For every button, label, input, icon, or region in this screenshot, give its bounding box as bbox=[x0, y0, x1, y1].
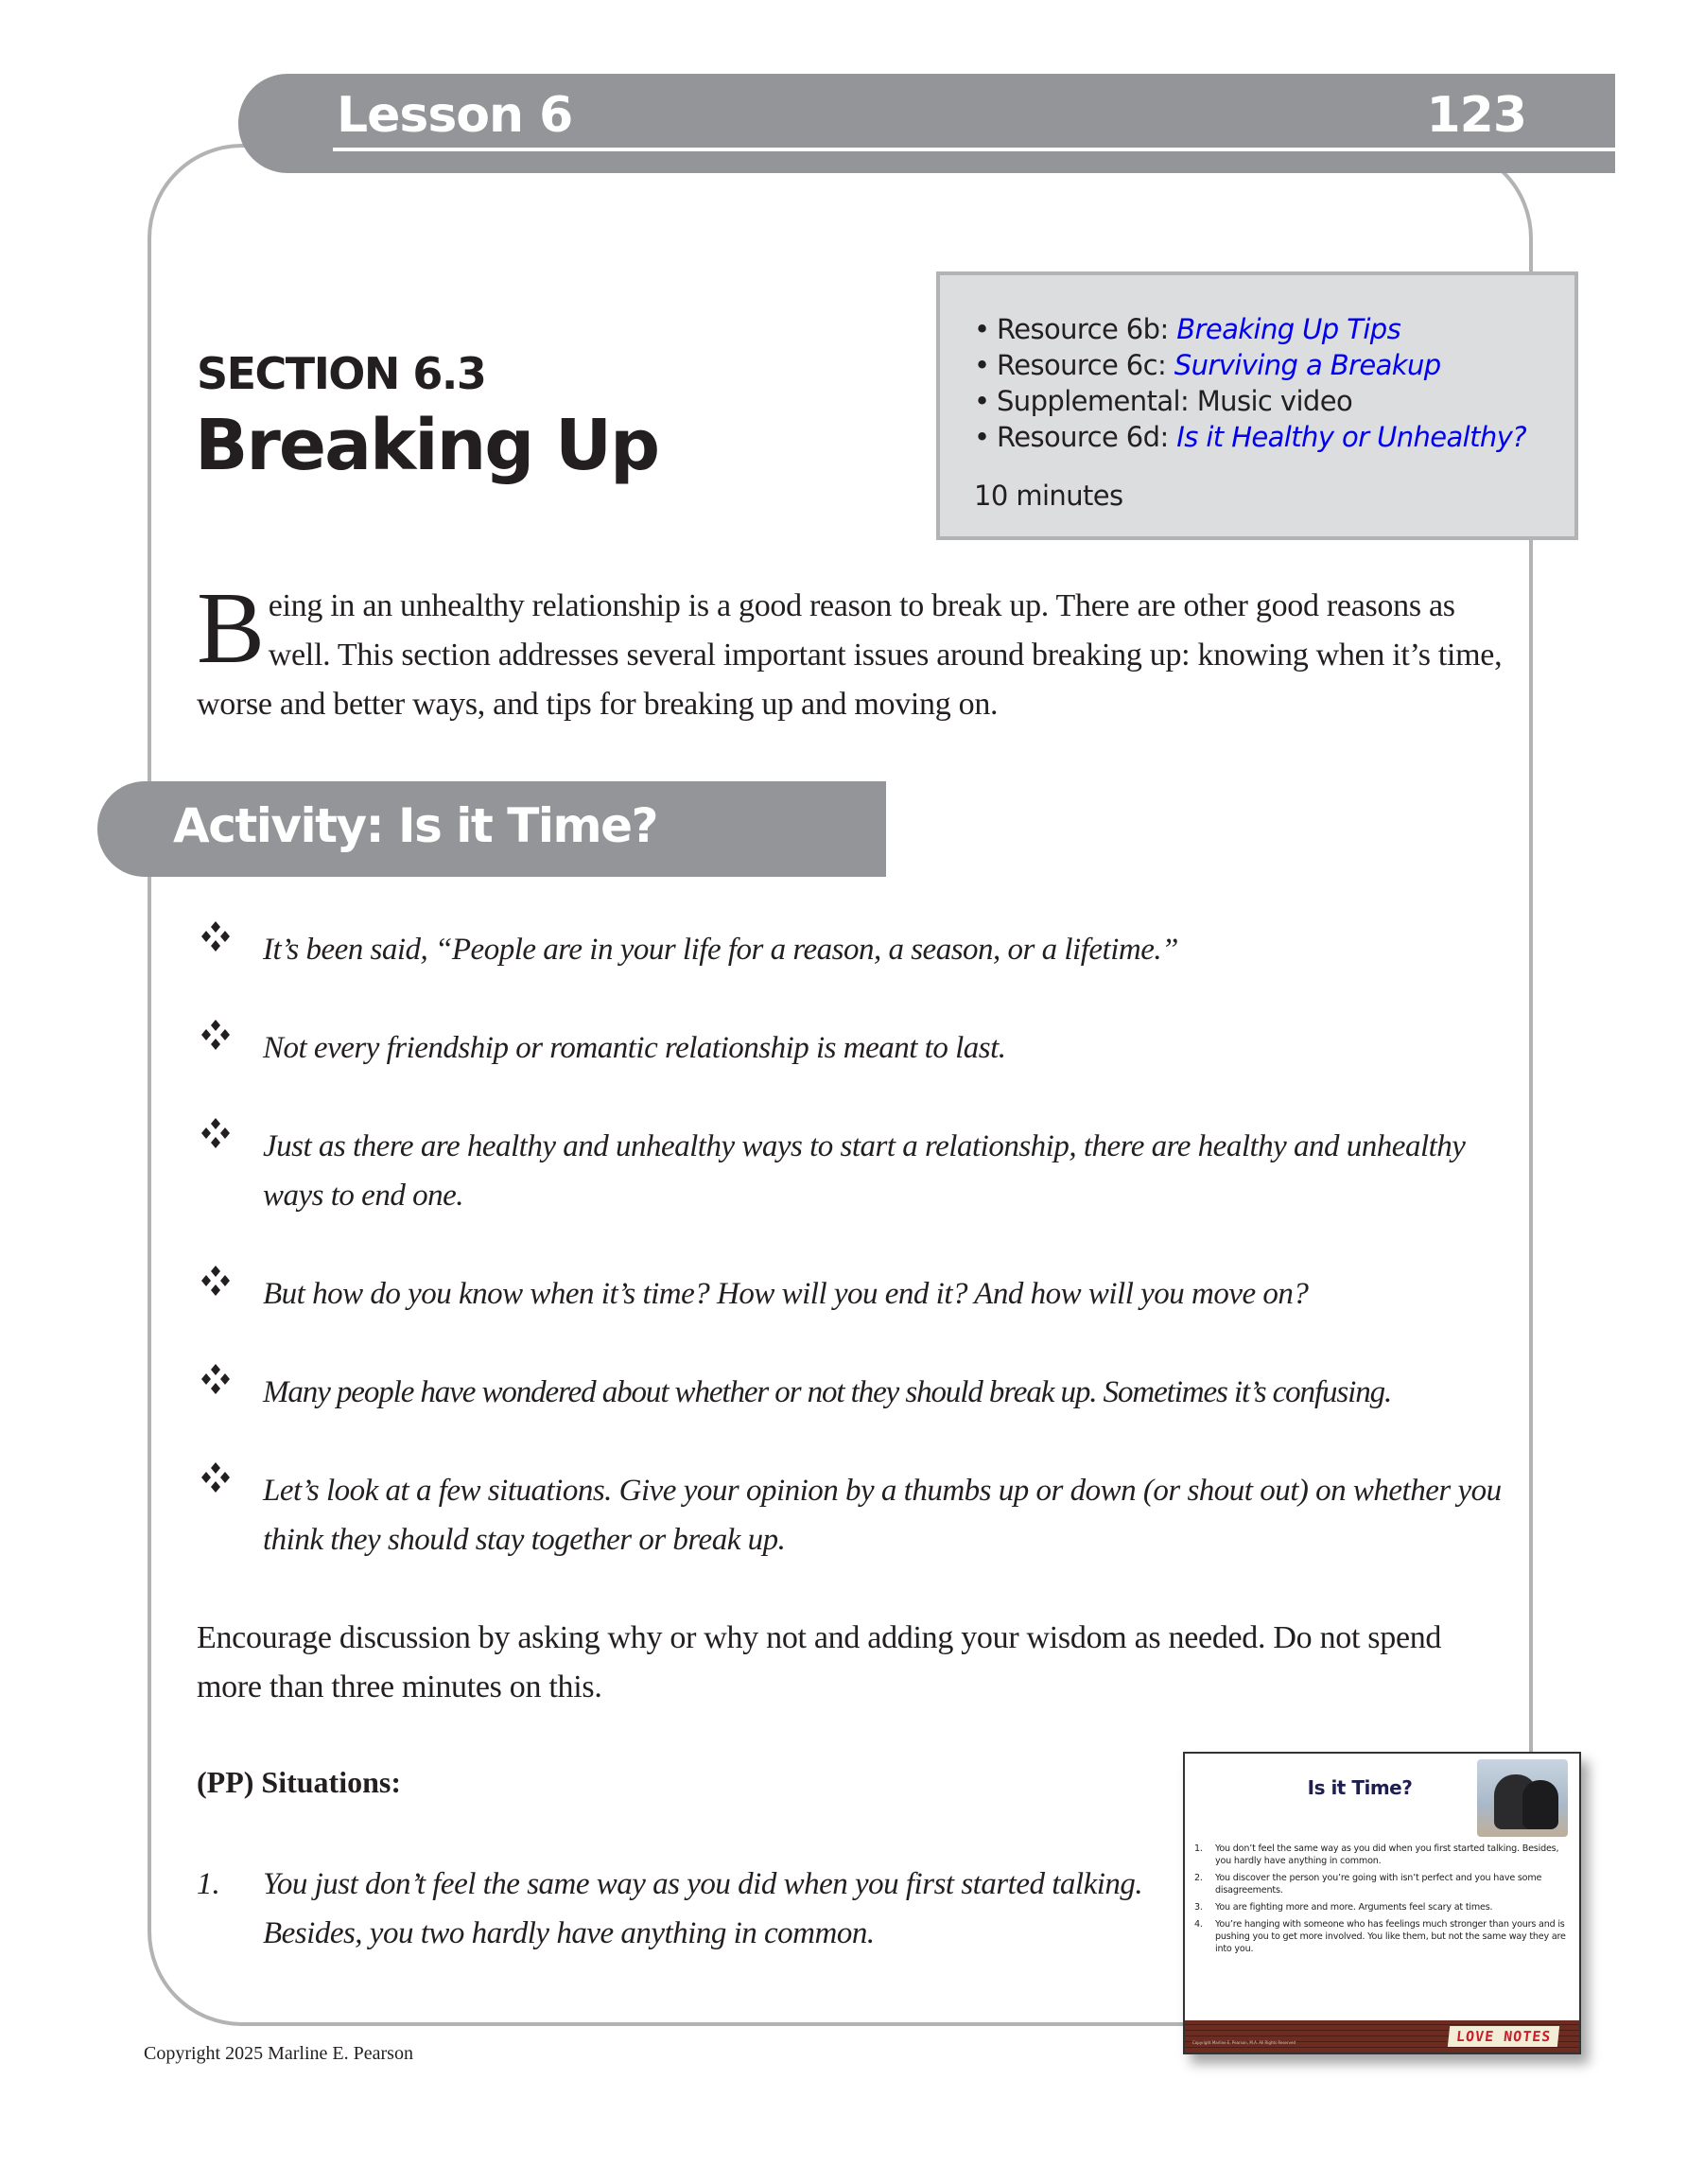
situation-text: You just don’t feel the same way as you did when you first started talking. Besides, you two hardly have anything in common. bbox=[263, 1867, 1143, 1950]
bullet-dot-icon: • bbox=[974, 385, 990, 417]
resource-link-surviving-a-breakup[interactable]: Surviving a Breakup bbox=[1174, 349, 1441, 381]
resource-item: • Resource 6d: Is it Healthy or Unhealthy? bbox=[974, 421, 1527, 453]
header-divider bbox=[333, 148, 1615, 151]
resource-link-healthy-or-unhealthy[interactable]: Is it Healthy or Unhealthy? bbox=[1176, 421, 1527, 453]
activity-title: Activity: Is it Time? bbox=[173, 798, 657, 853]
resource-item: • Supplemental: Music video bbox=[974, 385, 1353, 417]
activity-banner bbox=[97, 781, 886, 877]
resource-item: • Resource 6b: Breaking Up Tips bbox=[974, 313, 1401, 345]
powerpoint-slide-thumbnail bbox=[1183, 1752, 1581, 2054]
page-number: 123 bbox=[1426, 87, 1526, 144]
bullet-dot-icon: • bbox=[974, 313, 990, 345]
section-number: SECTION 6.3 bbox=[197, 348, 486, 399]
diamond-cluster-icon bbox=[199, 1362, 233, 1396]
slide-list-item: 3. You are fighting more and more. Arguments feel scary at times. bbox=[1194, 1902, 1493, 1913]
slide-list-item: 4. You’re hanging with someone who has feelings much stronger than yours and is pushing you to get more involved. You like them, but not the same way they are into you. bbox=[1194, 1919, 1566, 1954]
slide-list-item: 2. You discover the person you’re going with isn’t perfect and you have some disagreements. bbox=[1194, 1873, 1542, 1896]
page-title: Breaking Up bbox=[195, 405, 659, 486]
bullet-dot-icon: • bbox=[974, 349, 990, 381]
diamond-cluster-icon bbox=[199, 1460, 233, 1494]
slide-copyright: Copyright Marline E. Pearson, M.A. All Rights Reserved bbox=[1192, 2040, 1296, 2045]
diamond-cluster-icon bbox=[199, 1116, 233, 1150]
page-footer-copyright: Copyright 2025 Marline E. Pearson bbox=[144, 2043, 413, 2064]
resource-box bbox=[936, 271, 1578, 540]
situation-number: 1. bbox=[197, 1867, 220, 1901]
drop-cap: B bbox=[197, 572, 265, 685]
resource-link-breaking-up-tips[interactable]: Breaking Up Tips bbox=[1176, 313, 1401, 345]
resource-item: • Resource 6c: Surviving a Breakup bbox=[974, 349, 1441, 381]
bullet-dot-icon: • bbox=[974, 421, 990, 453]
lesson-label: Lesson 6 bbox=[337, 87, 573, 144]
instruction-paragraph: Encourage discussion by asking why or why not and adding your wisdom as needed. Do not spend more than three minutes on this. bbox=[197, 1620, 1442, 1704]
duration-label: 10 minutes bbox=[974, 480, 1123, 512]
resource-list bbox=[974, 311, 1526, 455]
pp-situations-heading: (PP) Situations: bbox=[197, 1765, 401, 1799]
slide-brick-footer bbox=[1185, 2020, 1579, 2053]
diamond-cluster-icon bbox=[199, 1264, 233, 1298]
diamond-cluster-icon bbox=[199, 1018, 233, 1052]
love-notes-logo: LOVE NOTES bbox=[1448, 2026, 1560, 2047]
slide-list-item: 1. You don’t feel the same way as you did when you first started talking. Besides, you hardly have anything in common. bbox=[1194, 1843, 1559, 1866]
couple-photo bbox=[1477, 1759, 1568, 1837]
slide-title: Is it Time? bbox=[1307, 1776, 1413, 1799]
diamond-cluster-icon bbox=[199, 919, 233, 953]
intro-paragraph: Being in an unhealthy relationship is a good reason to break up. There are other good reasons as well. This section addresses several important issues around breaking up: knowing when it’s time, worse and better ways, and tips for breaking up and moving on. bbox=[197, 572, 1503, 722]
slide-list bbox=[1194, 1843, 1569, 1960]
